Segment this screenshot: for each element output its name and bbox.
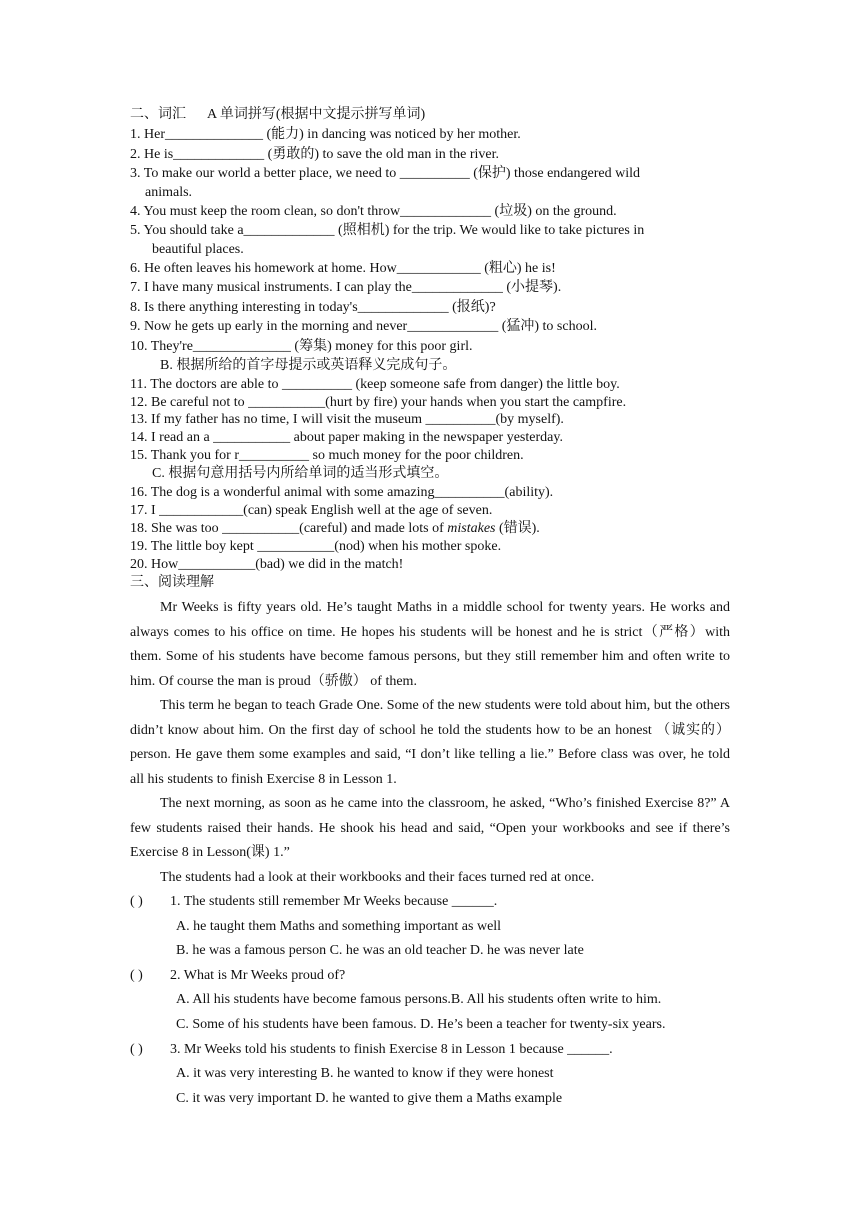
item-20: 20. How___________(bad) we did in the match!: [130, 557, 404, 572]
item-6: 6. He often leaves his homework at home. How____________ (粗心) he is!: [130, 261, 556, 276]
item-8: 8. Is there anything interesting in today's_____________ (报纸)?: [130, 300, 496, 315]
question-stem: 1. The students still remember Mr Weeks because ______.: [170, 894, 498, 909]
item-11: 11. The doctors are able to __________ (keep someone safe from danger) the little boy.: [130, 377, 620, 392]
vocab-heading: [130, 106, 425, 124]
answer-blank[interactable]: ( ): [130, 1042, 143, 1057]
question-1-options-row-1: A. he taught them Maths and something important as well: [176, 919, 502, 934]
item-15: 15. Thank you for r__________ so much money for the poor children.: [130, 448, 524, 463]
question-1: [130, 893, 497, 911]
paragraph-1-text: Mr Weeks is fifty years old. He’s taught Maths in a middle school for twenty years. He works and always comes to his office on time. He hopes his students will be honest and he is strict（严格）with them. Some of his students have become famous persons, but they still remember him and often write to him. Of course the man is proud（骄傲） of them.: [130, 600, 730, 689]
part-b-title: B. 根据所给的首字母提示或英语释义完成句子。: [160, 358, 457, 373]
section2-title: 二、词汇: [130, 107, 186, 122]
part-c-title: C. 根据句意用括号内所给单词的适当形式填空。: [152, 466, 449, 481]
item-5: 5. You should take a_____________ (照相机) for the trip. We would like to take pictures in: [130, 223, 645, 238]
question-stem: 2. What is Mr Weeks proud of?: [170, 968, 346, 983]
item-5-cont: beautiful places.: [152, 242, 244, 257]
item-18: [130, 520, 540, 538]
reading-paragraph-1: [130, 596, 730, 694]
item-2: 2. He is_____________ (勇敢的) to save the old man in the river.: [130, 147, 499, 162]
item-4: 4. You must keep the room clean, so don't throw_____________ (垃圾) on the ground.: [130, 204, 617, 219]
reading-heading: 三、阅读理解: [130, 575, 214, 590]
part-a-title: A 单词拼写(根据中文提示拼写单词): [207, 107, 426, 122]
question-3: [130, 1041, 613, 1059]
item-18-italic: mistakes: [447, 521, 496, 536]
paragraph-4-text: The students had a look at their workbooks and their faces turned red at once.: [160, 870, 595, 885]
question-stem: 3. Mr Weeks told his students to finish Exercise 8 in Lesson 1 because ______.: [170, 1042, 613, 1057]
item-14: 14. I read an a ___________ about paper making in the newspaper yesterday.: [130, 430, 563, 445]
question-1-options-row-2: B. he was a famous person C. he was an old teacher D. he was never late: [176, 943, 584, 958]
item-3: 3. To make our world a better place, we need to __________ (保护) those endangered wild: [130, 166, 641, 181]
item-1: 1. Her______________ (能力) in dancing was noticed by her mother.: [130, 127, 521, 142]
item-17: 17. I ____________(can) speak English well at the age of seven.: [130, 503, 493, 518]
question-3-options-row-1: A. it was very interesting B. he wanted to know if they were honest: [176, 1066, 554, 1081]
answer-blank[interactable]: ( ): [130, 894, 143, 909]
item-3-cont: animals.: [145, 185, 193, 200]
reading-paragraph-3: [130, 792, 730, 866]
reading-paragraph-4: [130, 866, 730, 891]
item-18-text: 18. She was too ___________(careful) and made lots of: [130, 521, 444, 536]
item-9: 9. Now he gets up early in the morning and never_____________ (猛冲) to school.: [130, 319, 597, 334]
question-2: [130, 967, 345, 985]
question-2-options-row-1: A. All his students have become famous persons.B. All his students often write to him.: [176, 992, 662, 1007]
item-12: 12. Be careful not to ___________(hurt by fire) your hands when you start the campfire.: [130, 395, 627, 410]
paragraph-2-text: This term he began to teach Grade One. Some of the new students were told about him, but the others didn’t know about him. On the first day of school he told the students how to be an honest （诚实的）person. He gave them some examples and said, “I don’t like telling a lie.” Before class was over, he told all his students to finish Exercise 8 in Lesson 1.: [130, 698, 730, 787]
item-18-tail: (错误).: [495, 521, 540, 536]
question-3-options-row-2: C. it was very important D. he wanted to give them a Maths example: [176, 1091, 563, 1106]
item-10: 10. They're______________ (筹集) money for this poor girl.: [130, 339, 473, 354]
item-7: 7. I have many musical instruments. I can play the_____________ (小提琴).: [130, 280, 562, 295]
paragraph-3-text: The next morning, as soon as he came into the classroom, he asked, “Who’s finished Exercise 8?” A few students raised their hands. He shook his head and said, “Open your workbooks and see if there’s Exercise 8 in Lesson(课) 1.”: [130, 796, 730, 860]
item-16: 16. The dog is a wonderful animal with some amazing__________(ability).: [130, 485, 554, 500]
answer-blank[interactable]: ( ): [130, 968, 143, 983]
item-13: 13. If my father has no time, I will visit the museum __________(by myself).: [130, 412, 564, 427]
item-19: 19. The little boy kept ___________(nod) when his mother spoke.: [130, 539, 502, 554]
reading-paragraph-2: [130, 694, 730, 792]
question-2-options-row-2: C. Some of his students have been famous. D. He’s been a teacher for twenty-six years.: [176, 1017, 666, 1032]
